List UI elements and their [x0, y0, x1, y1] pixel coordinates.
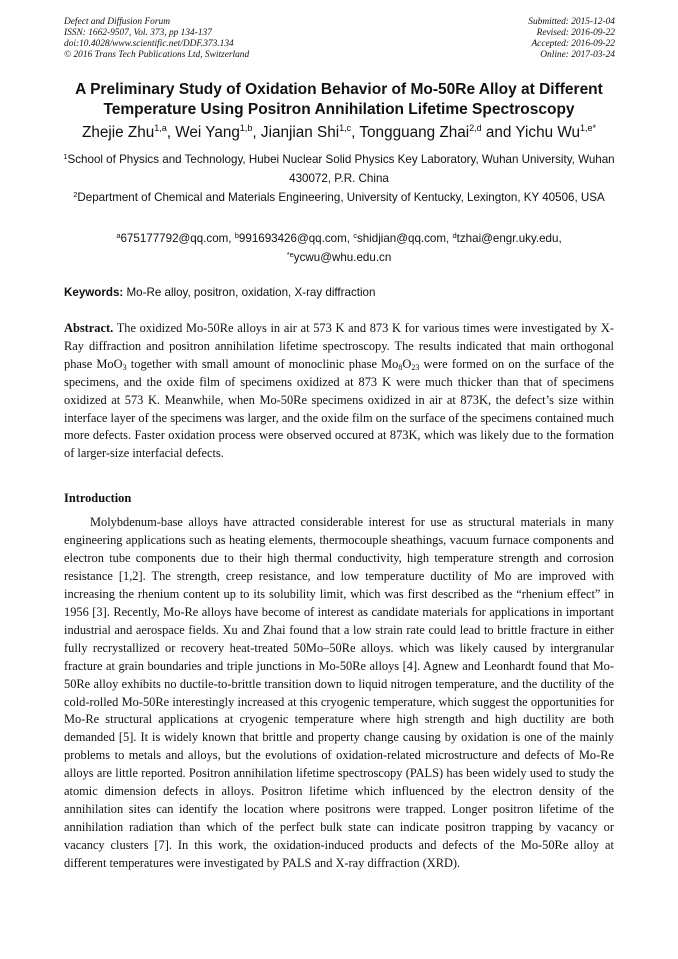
email-address: 675177792@qq.com, [120, 232, 235, 245]
accepted-date: Accepted: 2016-09-22 [531, 38, 615, 49]
subscript: 8 [398, 362, 403, 372]
author-name: Jianjian Shi [260, 124, 340, 141]
keywords [64, 285, 614, 301]
abstract-label: Abstract. [64, 321, 114, 335]
email-mark: a [116, 231, 121, 240]
online-date: Online: 2017-03-24 [540, 49, 615, 60]
subscript: 23 [411, 362, 420, 372]
author-name: Tongguang Zhai [359, 124, 470, 141]
author-affil-mark: 1,e* [580, 123, 597, 133]
affiliation-1 [50, 151, 628, 188]
journal-info [64, 17, 249, 61]
author-conjunction: and [481, 124, 516, 141]
keywords-text: Mo-Re alloy, positron, oxidation, X-ray diffraction [123, 286, 376, 299]
abstract-text: together with small amount of monoclinic phase Mo [126, 356, 399, 371]
author-name: Wei Yang [175, 124, 240, 141]
author-separator: , [351, 124, 360, 141]
issn: ISSN: 1662-9507, Vol. 373, pp 134-137 [64, 27, 212, 38]
revised-date: Revised: 2016-09-22 [536, 27, 615, 38]
section-heading: Introduction [64, 491, 132, 505]
publication-dates [528, 17, 615, 61]
email-address: 991693426@qq.com, [238, 232, 354, 245]
affiliation-mark: 1 [63, 152, 68, 161]
abstract-text: were formed on on the surface of the specimens, and the oxide film of specimens oxidized at 873 K were much thicker than that of specimens oxidized at 573 K. Meanwhile, when Mo-50Re specimens oxidized in air at 873K, the defect’s size within interface layer of the specimens was larger, and the oxide film on the surface of the specimens contained much more defects. Faster oxidation process were observed occured at 873K, which was likely due to the formation of larger-size interfacial defects. [64, 356, 614, 461]
author-separator: , [252, 124, 261, 141]
author-affil-mark: 2,d [469, 123, 482, 133]
subscript: 3 [122, 362, 127, 372]
email-address: tzhai@engr.uky.edu, [456, 232, 562, 245]
email-mark: d [452, 231, 457, 240]
author-separator: , [166, 124, 176, 141]
author-affil-mark: 1,a [154, 123, 167, 133]
author-list [40, 123, 638, 142]
affiliation-text: School of Physics and Technology, Hubei Nuclear Solid Physics Key Laboratory, Wuhan University, Wuhan 430072, P.R. China [67, 153, 615, 185]
author-name: Yichu Wu [515, 124, 581, 141]
author-affil-mark: 1,b [239, 123, 253, 133]
abstract-text: O [402, 356, 412, 371]
doi: doi:10.4028/www.scientific.net/DDF.373.134 [64, 38, 234, 49]
author-name: Zhejie Zhu [81, 124, 155, 141]
affiliation-text: Department of Chemical and Materials Engineering, University of Kentucky, Lexington, KY 40506, USA [77, 191, 605, 204]
introduction-paragraph: Molybdenum-base alloys have attracted considerable interest for use as structural materials in many engineering applications such as heating elements, thermocouple sheathings, vacuum furnace components and electron tube components due to their high thermal conductivity, high temperature strength and corrosion resistance [1,2]. The strength, creep resistance, and low temperature ductility of Mo are improved with increasing the rhenium content up to its solubility limit, which was first described as the “rhenium effect” in 1956 [3]. Recently, Mo-Re alloys have become of interest as candidate materials for applications in important industrial and aerospace fields. Xu and Zhai found that a low strain rate could lead to brittle fracture in either fully recrystallized or recovery heat-treated 50Mo–50Re alloys. which was likely caused by intergranular fracture at grain boundaries and triple junctions in Mo-50Re alloys [4]. Agnew and Leonhardt found that Mo-50Re alloy exhibits no ductile-to-brittle transition down to liquid nitrogen temperature, and the ductility of the cold-rolled Mo-50Re interestingly increased at this cryogenic temperature, which suggest the opportunities for Mo-Re structural applications at cryogenic temperature where high strength and high ductility are both demanded [5]. It is widely known that brittle and property change causing by oxidation is one of the mainly problems to metals and alloys, but the evolutions of oxidation-related microstructure and defects of Mo-Re alloys are little reported. Positron annihilation lifetime spectroscopy (PALS) has been widely used to study the atomic dimension defects in alloys. Positron lifetime which influenced by the electron density of the annihilation sites can identify the location where positrons were trapped. Longer positron lifetime of the annihilation radiation than which of the perfect bulk state can indicate positron trapping by vacancy or vacancy clusters [7]. In this work, the oxidation-induced products and defects of the Mo-50Re alloy at different temperatures were investigated by PALS and X-ray diffraction (XRD). [64, 515, 614, 871]
email-mark: *e [286, 249, 294, 259]
email-address: ycwu@whu.edu.cn [293, 250, 392, 264]
affiliation-mark: 2 [73, 190, 78, 199]
paper-title: A Preliminary Study of Oxidation Behavior of Mo-50Re Alloy at Different Temperature Using Positron Annihilation Lifetime Spectroscopy [75, 81, 603, 118]
journal-name: Defect and Diffusion Forum [64, 17, 170, 27]
author-affil-mark: 1,c [339, 123, 352, 133]
keywords-label: Keywords: [64, 286, 124, 299]
abstract-text: The oxidized Mo-50Re alloys in air at 573 K and 873 K for various times were investigated by X-Ray diffraction and positron annihilation lifetime spectroscopy. The results indicated that main orthogonal phase MoO [64, 321, 614, 371]
email-mark: b [234, 231, 239, 240]
affiliation-2 [50, 189, 628, 208]
email-mark: c [353, 231, 357, 240]
submitted-date: Submitted: 2015-12-04 [528, 17, 615, 27]
email-address: shidjian@qq.com, [356, 232, 453, 245]
copyright: © 2016 Trans Tech Publications Ltd, Switzerland [64, 49, 250, 60]
abstract [64, 320, 614, 463]
author-emails [50, 230, 628, 267]
